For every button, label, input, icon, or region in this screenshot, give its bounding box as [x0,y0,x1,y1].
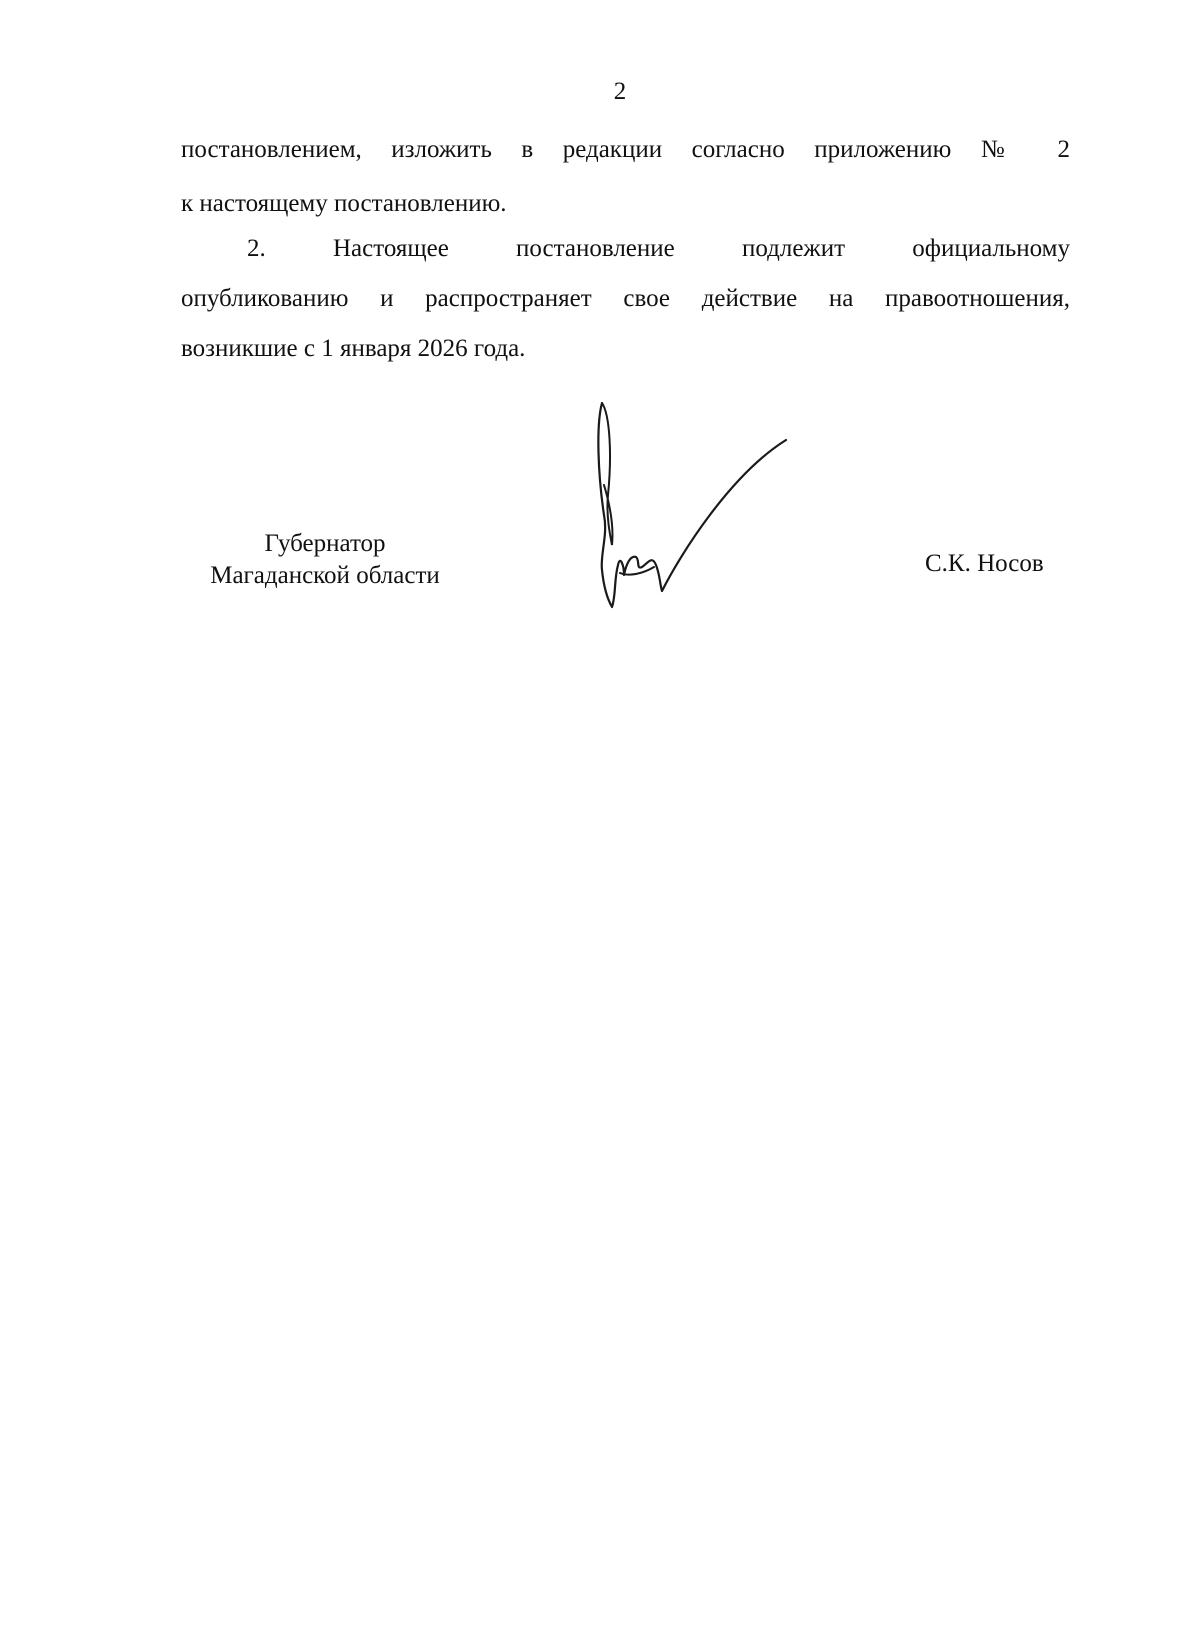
signer-name: С.К. Носов [925,550,1044,577]
signer-position-line-1: Губернатор [264,530,386,557]
handwritten-signature [590,395,810,625]
paragraph-2-line-1: 2. Настоящее постановление подлежит официальному [247,235,1070,262]
paragraph-2-line-3: возникшие с 1 января 2026 года. [181,335,526,362]
paragraph-1-line-2: к настоящему постановлению. [181,190,507,217]
page-number: 2 [613,78,627,105]
paragraph-2-line-2: опубликованию и распространяет свое действие на правоотношения, [181,285,1070,312]
signer-position-line-2: Магаданской области [210,562,440,589]
paragraph-1-line-1: постановлением, изложить в редакции согласно приложению № 2 [181,136,1070,163]
